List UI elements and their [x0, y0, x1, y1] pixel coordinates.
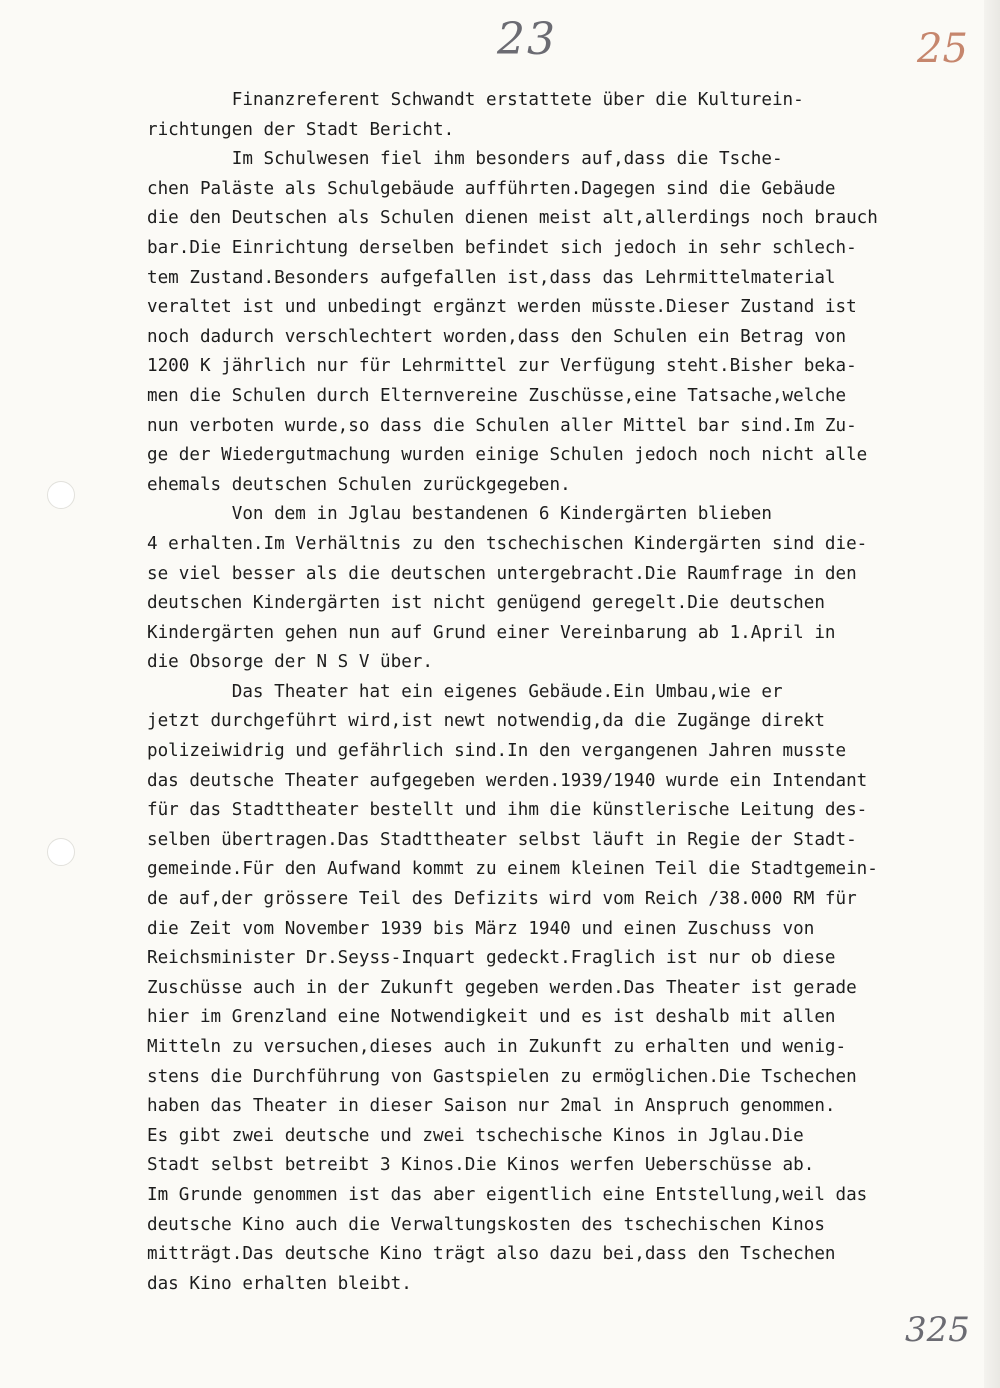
text-line: nun verboten wurde,so dass die Schulen aller Mittel bar sind.Im Zu-: [147, 415, 857, 436]
text-line: gemeinde.Für den Aufwand kommt zu einem kleinen Teil die Stadtgemein-: [147, 859, 878, 880]
text-line: Zuschüsse auch in der Zukunft gegeben werden.Das Theater ist gerade: [147, 977, 857, 998]
text-line: tem Zustand.Besonders aufgefallen ist,dass das Lehrmittelmaterial: [147, 267, 836, 288]
text-line: stens die Durchführung von Gastspielen zu ermöglichen.Die Tschechen: [147, 1066, 857, 1087]
text-line: Finanzreferent Schwandt erstattete über die Kulturein-: [147, 90, 804, 110]
punch-hole-upper: [47, 481, 75, 509]
text-line: selben übertragen.Das Stadttheater selbst läuft in Regie der Stadt-: [147, 829, 857, 850]
text-line: Stadt selbst betreibt 3 Kinos.Die Kinos werfen Ueberschüsse ab.: [147, 1155, 815, 1176]
punch-hole-lower: [47, 838, 75, 866]
text-line: se viel besser als die deutschen untergebracht.Die Raumfrage in den: [147, 563, 857, 584]
text-line: die Zeit vom November 1939 bis März 1940 und einen Zuschuss von: [147, 918, 815, 939]
text-line: 1200 K jährlich nur für Lehrmittel zur Verfügung steht.Bisher beka-: [147, 356, 857, 377]
text-line: bar.Die Einrichtung derselben befindet sich jedoch in sehr schlech-: [147, 237, 857, 258]
text-line: Von dem in Jglau bestandenen 6 Kindergärten blieben: [147, 504, 772, 525]
handwritten-archive-number: 325: [905, 1310, 970, 1350]
text-line: polizeiwidrig und gefährlich sind.In den vergangenen Jahren musste: [147, 741, 847, 762]
text-line: Reichsminister Dr.Seyss-Inquart gedeckt.Fraglich ist nur ob diese: [147, 948, 836, 969]
text-line: chen Paläste als Schulgebäude aufführten.Dagegen sind die Gebäude: [147, 178, 836, 199]
text-line: Das Theater hat ein eigenes Gebäude.Ein Umbau,wie er: [147, 681, 783, 702]
text-line: deutsche Kino auch die Verwaltungskosten des tschechischen Kinos: [147, 1214, 825, 1235]
handwritten-corner-number: 25: [917, 26, 968, 72]
text-line: ehemals deutschen Schulen zurückgegeben.: [147, 474, 571, 495]
text-line: noch dadurch verschlechtert worden,dass den Schulen ein Betrag von: [147, 326, 847, 347]
handwritten-page-number: 23: [497, 14, 557, 65]
text-line: Kindergärten gehen nun auf Grund einer Vereinbarung ab 1.April in: [147, 622, 836, 643]
text-line: jetzt durchgeführt wird,ist newt notwendig,da die Zugänge direkt: [147, 711, 825, 732]
text-line: haben das Theater in dieser Saison nur 2mal in Anspruch genommen.: [147, 1096, 836, 1117]
text-line: die Obsorge der N S V über.: [147, 652, 433, 673]
text-line: das deutsche Theater aufgegeben werden.1939/1940 wurde ein Intendant: [147, 770, 868, 791]
text-line: mitträgt.Das deutsche Kino trägt also dazu bei,dass den Tschechen: [147, 1244, 836, 1265]
text-line: hier im Grenzland eine Notwendigkeit und es ist deshalb mit allen: [147, 1007, 836, 1028]
typewritten-body-text: [147, 86, 977, 1299]
text-line: Es gibt zwei deutsche und zwei tschechische Kinos in Jglau.Die: [147, 1125, 804, 1146]
text-line: das Kino erhalten bleibt.: [147, 1273, 412, 1294]
text-line: deutschen Kindergärten ist nicht genügend geregelt.Die deutschen: [147, 593, 825, 614]
text-line: ge der Wiedergutmachung wurden einige Schulen jedoch noch nicht alle: [147, 445, 868, 466]
text-line: Im Schulwesen fiel ihm besonders auf,dass die Tsche-: [147, 149, 783, 170]
text-line: für das Stadttheater bestellt und ihm die künstlerische Leitung des-: [147, 800, 868, 821]
page-edge-shadow: [984, 0, 1000, 1388]
text-line: veraltet ist und unbedingt ergänzt werden müsste.Dieser Zustand ist: [147, 297, 857, 318]
text-line: Im Grunde genommen ist das aber eigentlich eine Entstellung,weil das: [147, 1184, 868, 1205]
text-line: 4 erhalten.Im Verhältnis zu den tschechischen Kindergärten sind die-: [147, 533, 868, 554]
text-line: Mitteln zu versuchen,dieses auch in Zukunft zu erhalten und wenig-: [147, 1037, 847, 1057]
text-line: de auf,der grössere Teil des Defizits wird vom Reich /38.000 RM für: [147, 889, 857, 910]
text-line: men die Schulen durch Elternvereine Zuschüsse,eine Tatsache,welche: [147, 385, 847, 406]
text-line: richtungen der Stadt Bericht.: [147, 119, 455, 140]
text-line: die den Deutschen als Schulen dienen meist alt,allerdings noch brauch: [147, 208, 878, 229]
